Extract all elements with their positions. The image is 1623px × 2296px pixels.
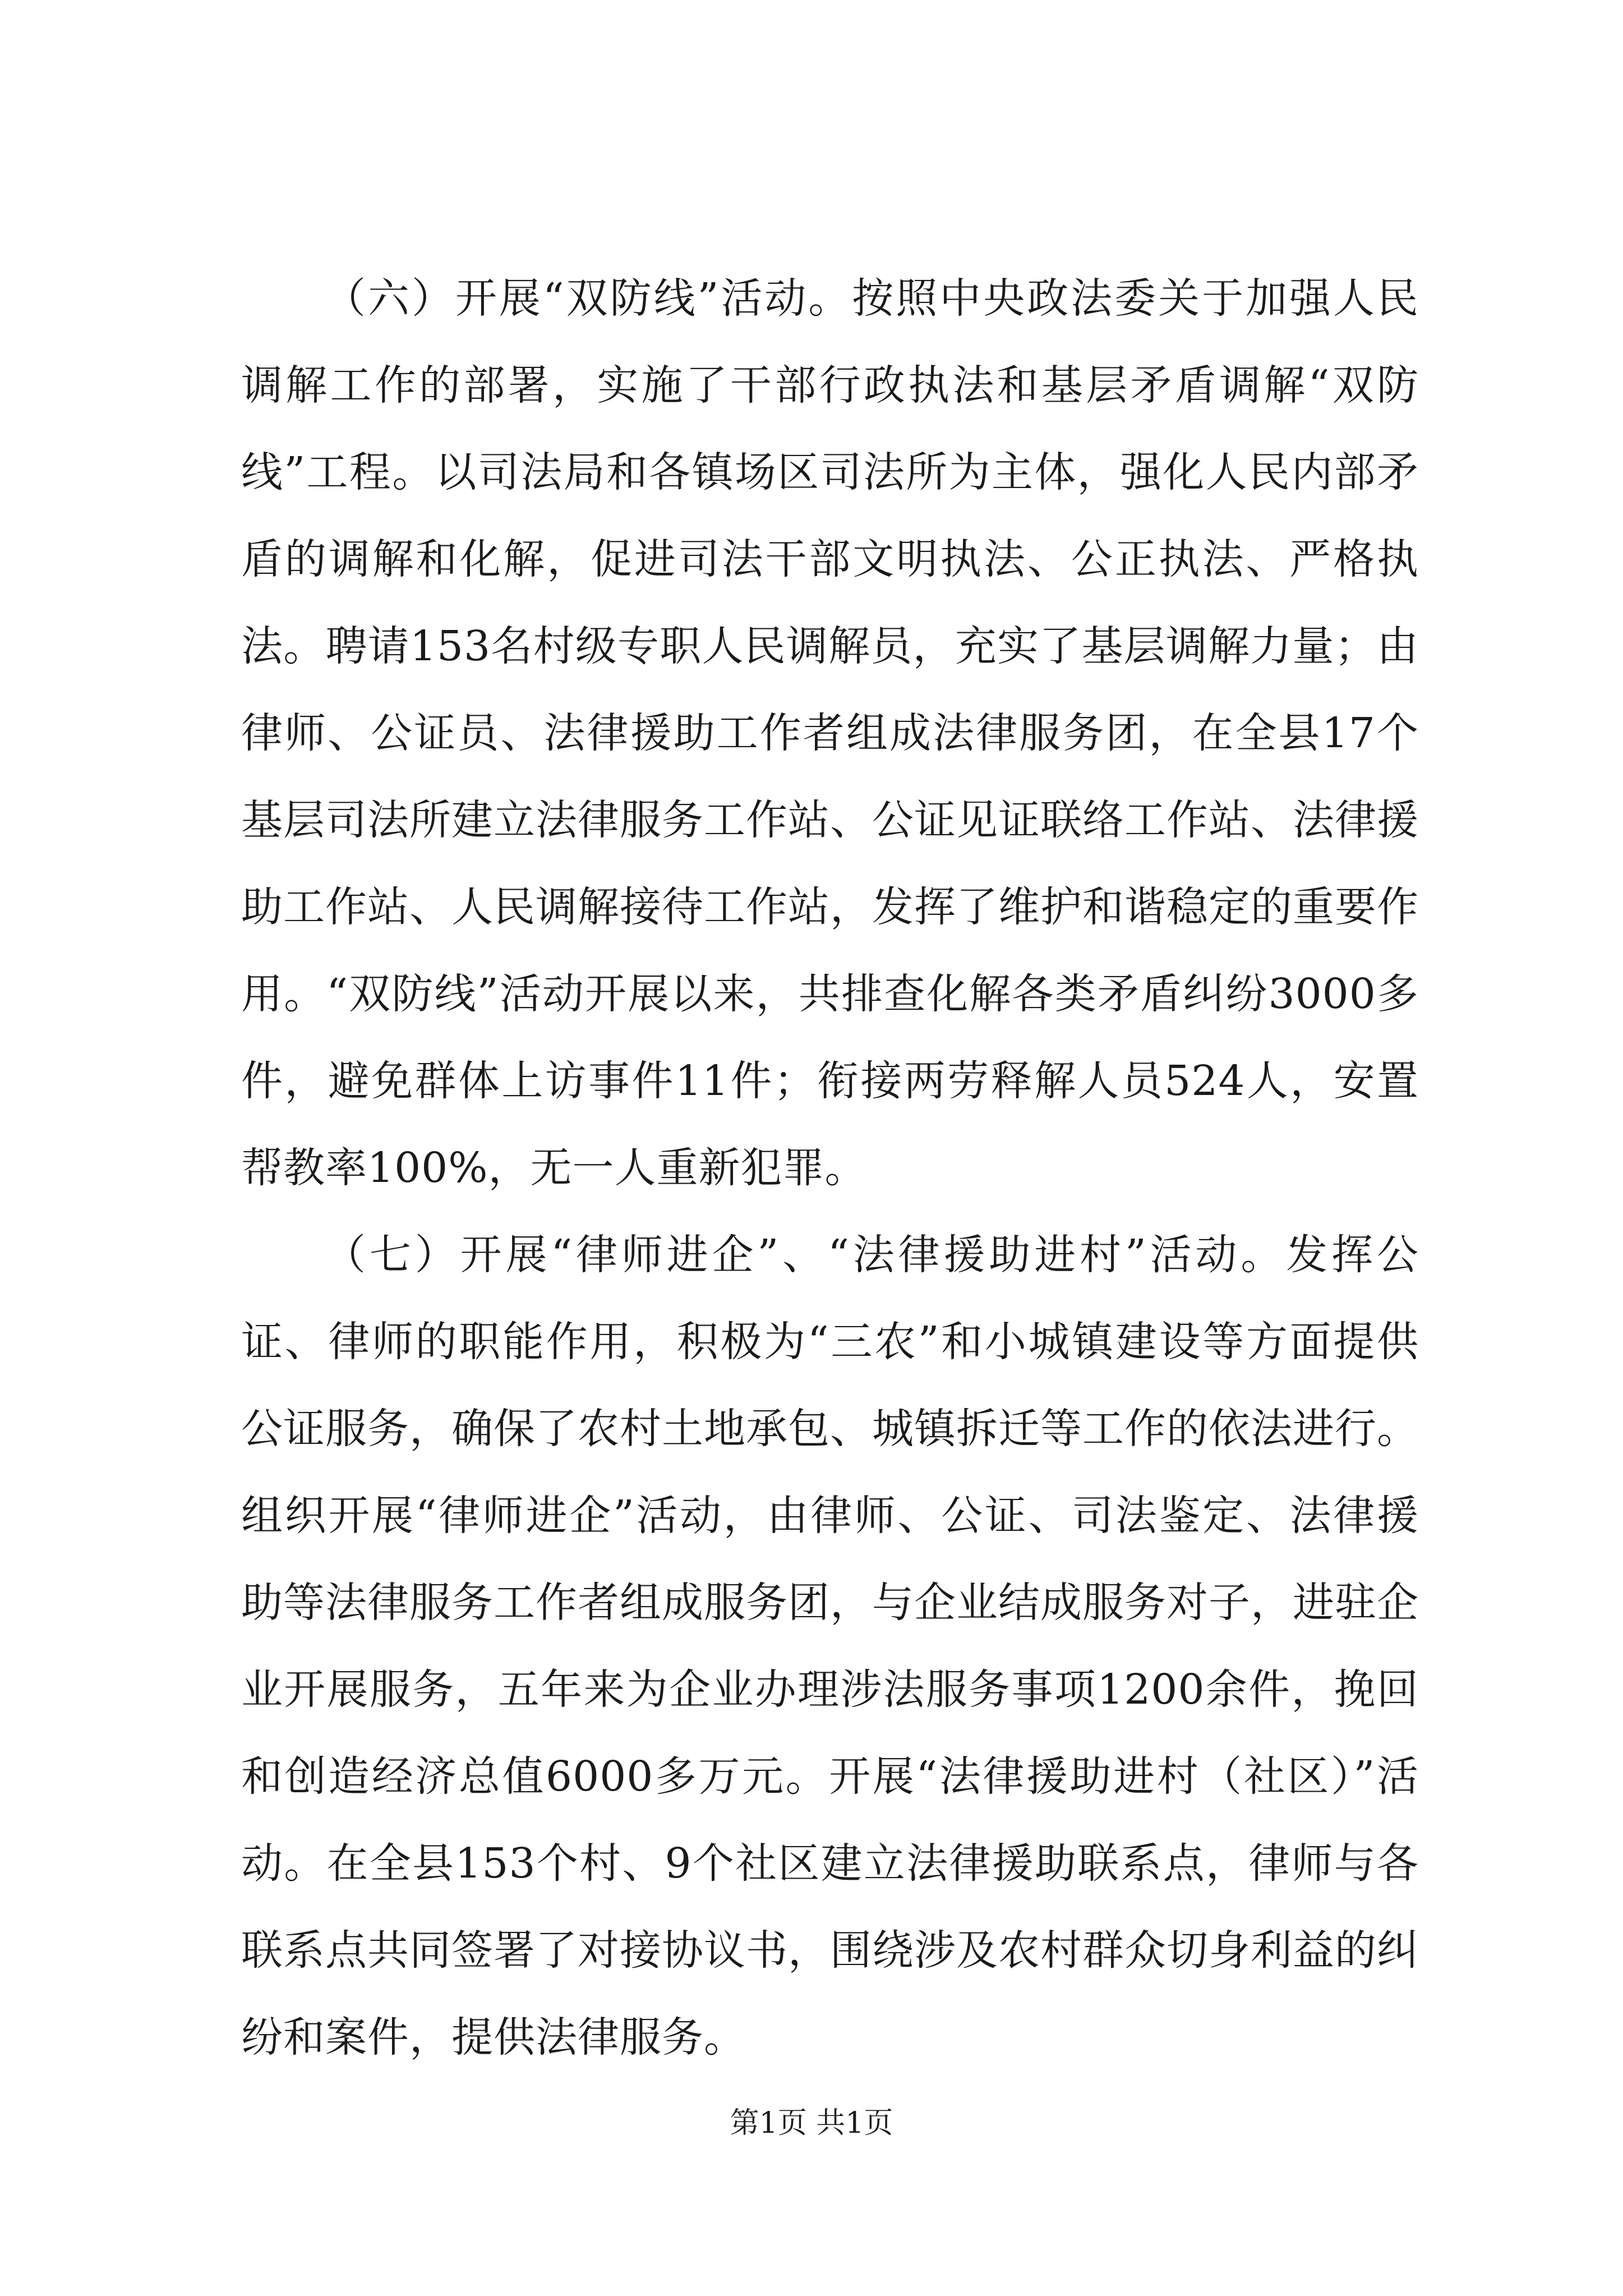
paragraph-six: （六）开展“双防线”活动。按照中央政法委关于加强人民调解工作的部署，实施了干部行政执法和基层矛盾调解“双防线”工程。以司法局和各镇场区司法所为主体，强化人民内部矛盾的调解和化解，促进司法干部文明执法、公正执法、严格执法。聘请153名村级专职人民调解员，充实了基层调解力量；由律师、公证员、法律援助工作者组成法律服务团，在全县17个基层司法所建立法律服务工作站、公证见证联络工作站、法律援助工作站、人民调解接待工作站，发挥了维护和谐稳定的重要作用。“双防线”活动开展以来，共排查化解各类矛盾纠纷3000多件，避免群体上访事件11件；衔接两劳释解人员524人，安置帮教率100%，无一人重新犯罪。 <box>241 274 1419 1192</box>
page-footer: 第1页 共1页 <box>730 2106 893 2140</box>
document-body <box>241 255 1419 2081</box>
paragraph-seven: （七）开展“律师进企”、“法律援助进村”活动。发挥公证、律师的职能作用，积极为“三农”和小城镇建设等方面提供公证服务，确保了农村土地承包、城镇拆迁等工作的依法进行。组织开展“律师进企”活动，由律师、公证、司法鉴定、法律援助等法律服务工作者组成服务团，与企业结成服务对子，进驻企业开展服务，五年来为企业办理涉法服务事项1200余件，挽回和创造经济总值6000多万元。开展“法律援助进村（社区）”活动。在全县153个村、9个社区建立法律援助联系点，律师与各联系点共同签署了对接协议书，围绕涉及农村群众切身利益的纠纷和案件，提供法律服务。 <box>241 1231 1419 2062</box>
